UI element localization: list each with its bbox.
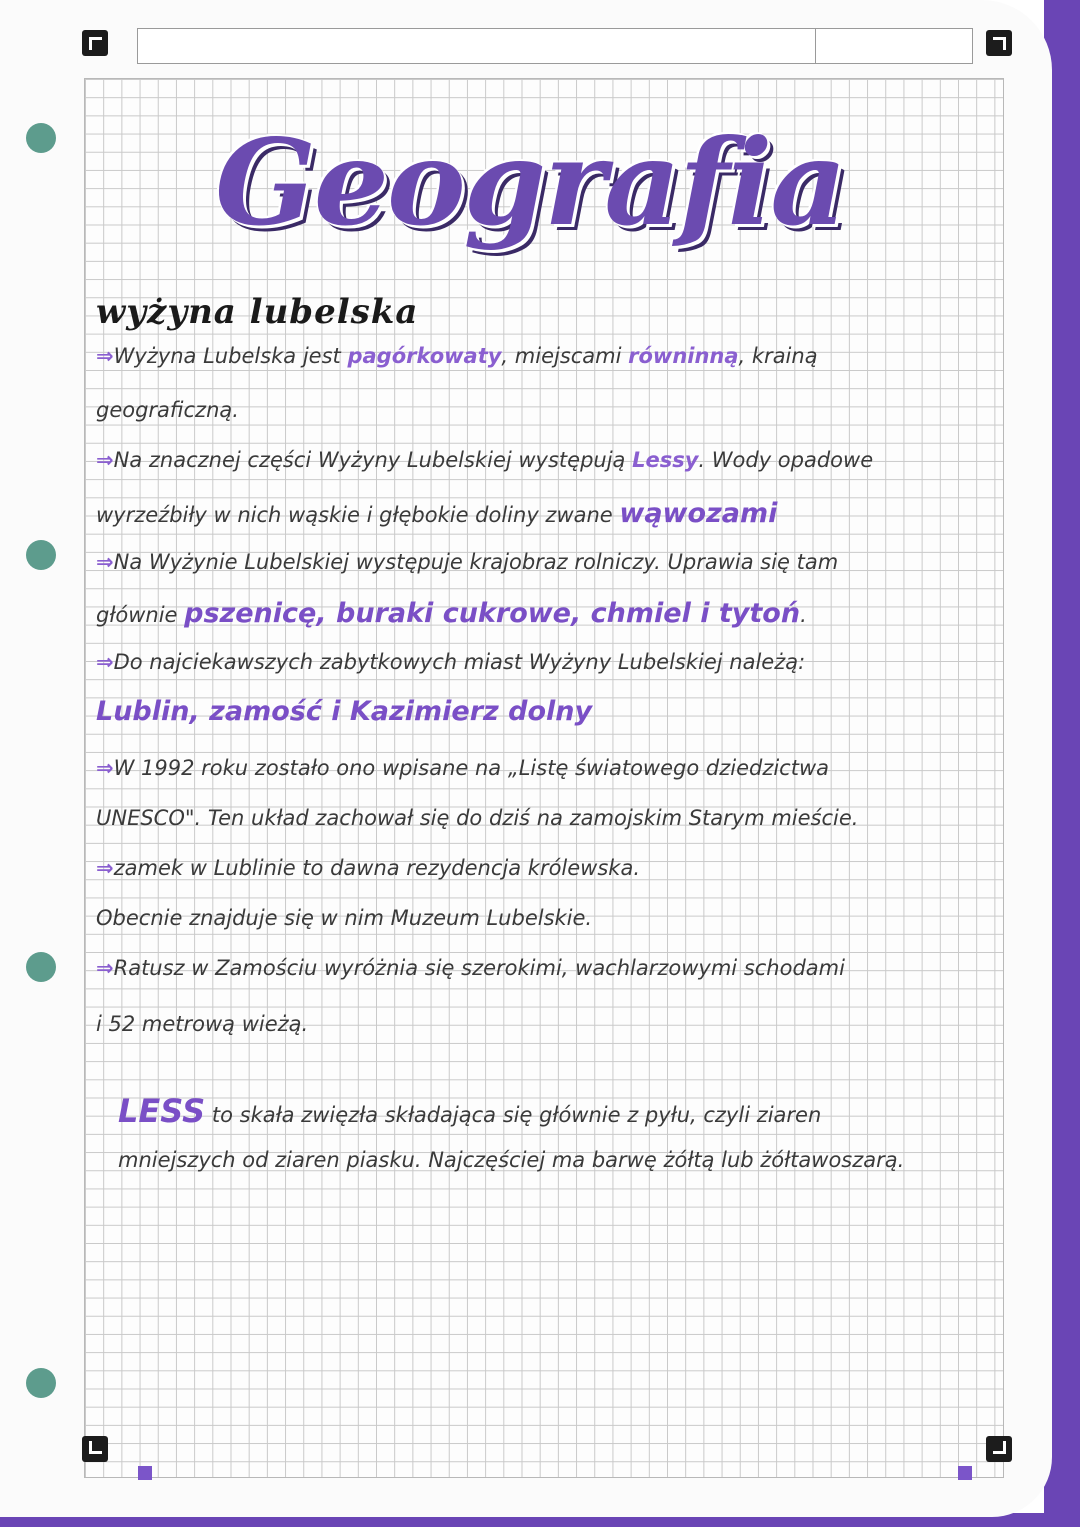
note-line: ⇒zamek w Lublinie to dawna rezydencja królewska. bbox=[96, 856, 641, 880]
definition-line: mniejszych od ziaren piasku. Najczęściej ma barwę żółtą lub żółtawoszarą. bbox=[118, 1148, 905, 1172]
note-line: geograficzną. bbox=[96, 398, 239, 422]
square-marker-icon bbox=[958, 1466, 972, 1480]
note-line: wyrzeźbiły w nich wąskie i głębokie doliny zwane wąwozami bbox=[96, 498, 778, 529]
note-line: ⇒Wyżyna Lubelska jest pagórkowaty, miejscami równinną, krainą bbox=[96, 344, 818, 368]
binder-hole bbox=[26, 1368, 56, 1398]
note-line: głównie pszenicę, buraki cukrowe, chmiel i tytoń. bbox=[96, 598, 807, 629]
definition-term: LESS bbox=[118, 1092, 206, 1130]
definition-line: LESS to skała zwięzła składająca się głównie z pyłu, czyli ziaren bbox=[118, 1092, 822, 1130]
note-line: UNESCO". Ten układ zachował się do dziś na zamojskim Starym mieście. bbox=[96, 806, 859, 830]
section-heading: wyżyna lubelska bbox=[96, 292, 419, 332]
corner-marker-icon bbox=[986, 30, 1012, 56]
header-divider bbox=[815, 29, 817, 63]
binder-hole bbox=[26, 540, 56, 570]
note-line: Obecnie znajduje się w nim Muzeum Lubelskie. bbox=[96, 906, 593, 930]
corner-marker-icon bbox=[986, 1436, 1012, 1462]
page-title: Geografia bbox=[215, 113, 845, 252]
header-box bbox=[137, 28, 973, 64]
note-line: ⇒Na znacznej części Wyżyny Lubelskiej występują Lessy. Wody opadowe bbox=[96, 448, 874, 472]
corner-marker-icon bbox=[82, 1436, 108, 1462]
note-line: ⇒Ratusz w Zamościu wyróżnia się szerokimi, wachlarzowymi schodami bbox=[96, 956, 845, 980]
note-line: ⇒W 1992 roku zostało ono wpisane na „Listę światowego dziedzictwa bbox=[96, 756, 830, 780]
square-marker-icon bbox=[138, 1466, 152, 1480]
note-line: ⇒Do najciekawszych zabytkowych miast Wyżyny Lubelskiej należą: bbox=[96, 650, 806, 674]
binder-hole bbox=[26, 952, 56, 982]
binder-hole bbox=[26, 123, 56, 153]
note-line: ⇒Na Wyżynie Lubelskiej występuje krajobraz rolniczy. Uprawia się tam bbox=[96, 550, 839, 574]
note-line: Lublin, zamość i Kazimierz dolny bbox=[96, 696, 593, 727]
note-line: i 52 metrową wieżą. bbox=[96, 1012, 309, 1036]
corner-marker-icon bbox=[82, 30, 108, 56]
